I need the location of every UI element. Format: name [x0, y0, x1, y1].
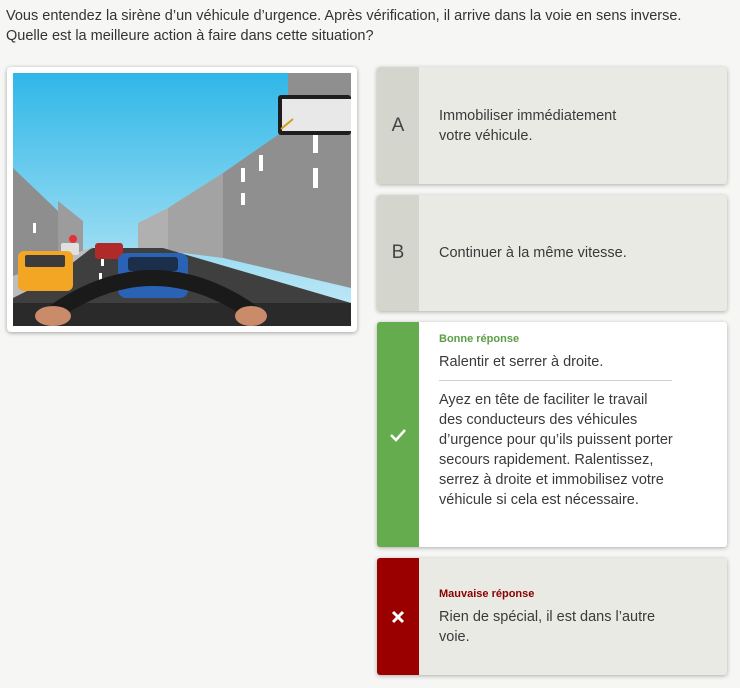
answer-text-a-line-1: Immobiliser immédiatement	[439, 107, 617, 124]
correct-answer-label: Bonne réponse	[439, 333, 520, 345]
street-scene-image	[13, 73, 351, 326]
question-line-1: Vous entendez la sirène d’un véhicule d’urgence. Après vérification, il arrive dans la voie en sens inverse.	[6, 8, 682, 24]
answer-explanation: Ayez en tête de faciliter le travail des conducteurs des véhicules d’urgence pour qu’ils puissent porter secours rapidement. Ralentissez, serrez à droite et immobilisez votre véhicule si cela est nécessaire.	[439, 392, 673, 508]
answer-letter-a: A	[377, 67, 419, 184]
answer-option-a[interactable]	[377, 67, 727, 184]
answer-text-c-line: Ralentir et serrer à droite.	[439, 354, 604, 370]
answer-text-d-line-2: voie.	[439, 628, 470, 645]
answer-text-d	[419, 558, 727, 675]
answer-divider	[439, 380, 672, 381]
answer-option-c-correct[interactable]	[377, 322, 727, 547]
check-icon	[377, 322, 419, 547]
answer-option-b[interactable]	[377, 195, 727, 311]
answer-letter-b: B	[377, 195, 419, 311]
answer-text-d-line-1: Rien de spécial, il est dans l’autre	[439, 608, 656, 625]
answer-text-b	[419, 195, 727, 311]
answer-option-d-wrong[interactable]	[377, 558, 727, 675]
cross-icon	[377, 558, 419, 675]
question-text	[6, 6, 734, 46]
answer-text-c	[419, 322, 727, 547]
question-line-2: Quelle est la meilleure action à faire dans cette situation?	[6, 28, 374, 44]
answer-text-a	[419, 67, 727, 184]
wrong-answer-label: Mauvaise réponse	[439, 587, 535, 600]
situation-illustration	[7, 67, 357, 332]
answer-text-b-line: Continuer à la même vitesse.	[439, 245, 627, 261]
answer-text-a-line-2: votre véhicule.	[439, 127, 533, 144]
